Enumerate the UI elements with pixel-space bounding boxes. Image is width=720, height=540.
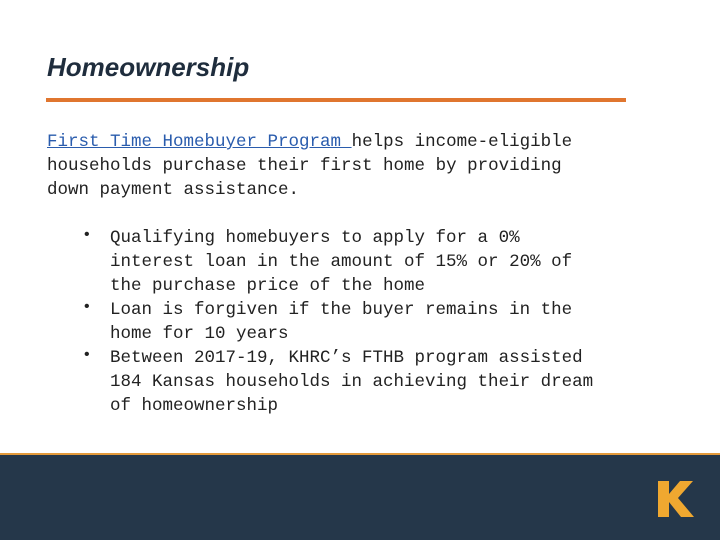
bullet-text: Loan is forgiven if the buyer remains in the home for 10 years bbox=[110, 300, 573, 344]
list-item bbox=[47, 226, 610, 298]
intro-text: helps income-eligible households purchase their first home by providing down payment assistance. bbox=[47, 132, 573, 200]
slide-body bbox=[47, 130, 607, 418]
k-logo-icon bbox=[656, 479, 696, 519]
bullet-icon: • bbox=[84, 346, 90, 363]
bullet-text: Between 2017-19, KHRC’s FTHB program assisted 184 Kansas households in achieving their dream of homeownership bbox=[110, 348, 594, 416]
title-divider bbox=[46, 98, 626, 102]
bullet-icon: • bbox=[84, 298, 90, 315]
list-item bbox=[47, 346, 610, 418]
intro-paragraph bbox=[47, 130, 607, 202]
bullet-list bbox=[47, 226, 607, 418]
list-item bbox=[47, 298, 610, 346]
fthb-program-link[interactable]: First Time Homebuyer Program bbox=[47, 132, 352, 152]
bullet-icon: • bbox=[84, 226, 90, 243]
footer-bar bbox=[0, 455, 720, 540]
bullet-text: Qualifying homebuyers to apply for a 0% interest loan in the amount of 15% or 20% of the purchase price of the home bbox=[110, 228, 573, 296]
slide-title: Homeownership bbox=[47, 52, 250, 82]
